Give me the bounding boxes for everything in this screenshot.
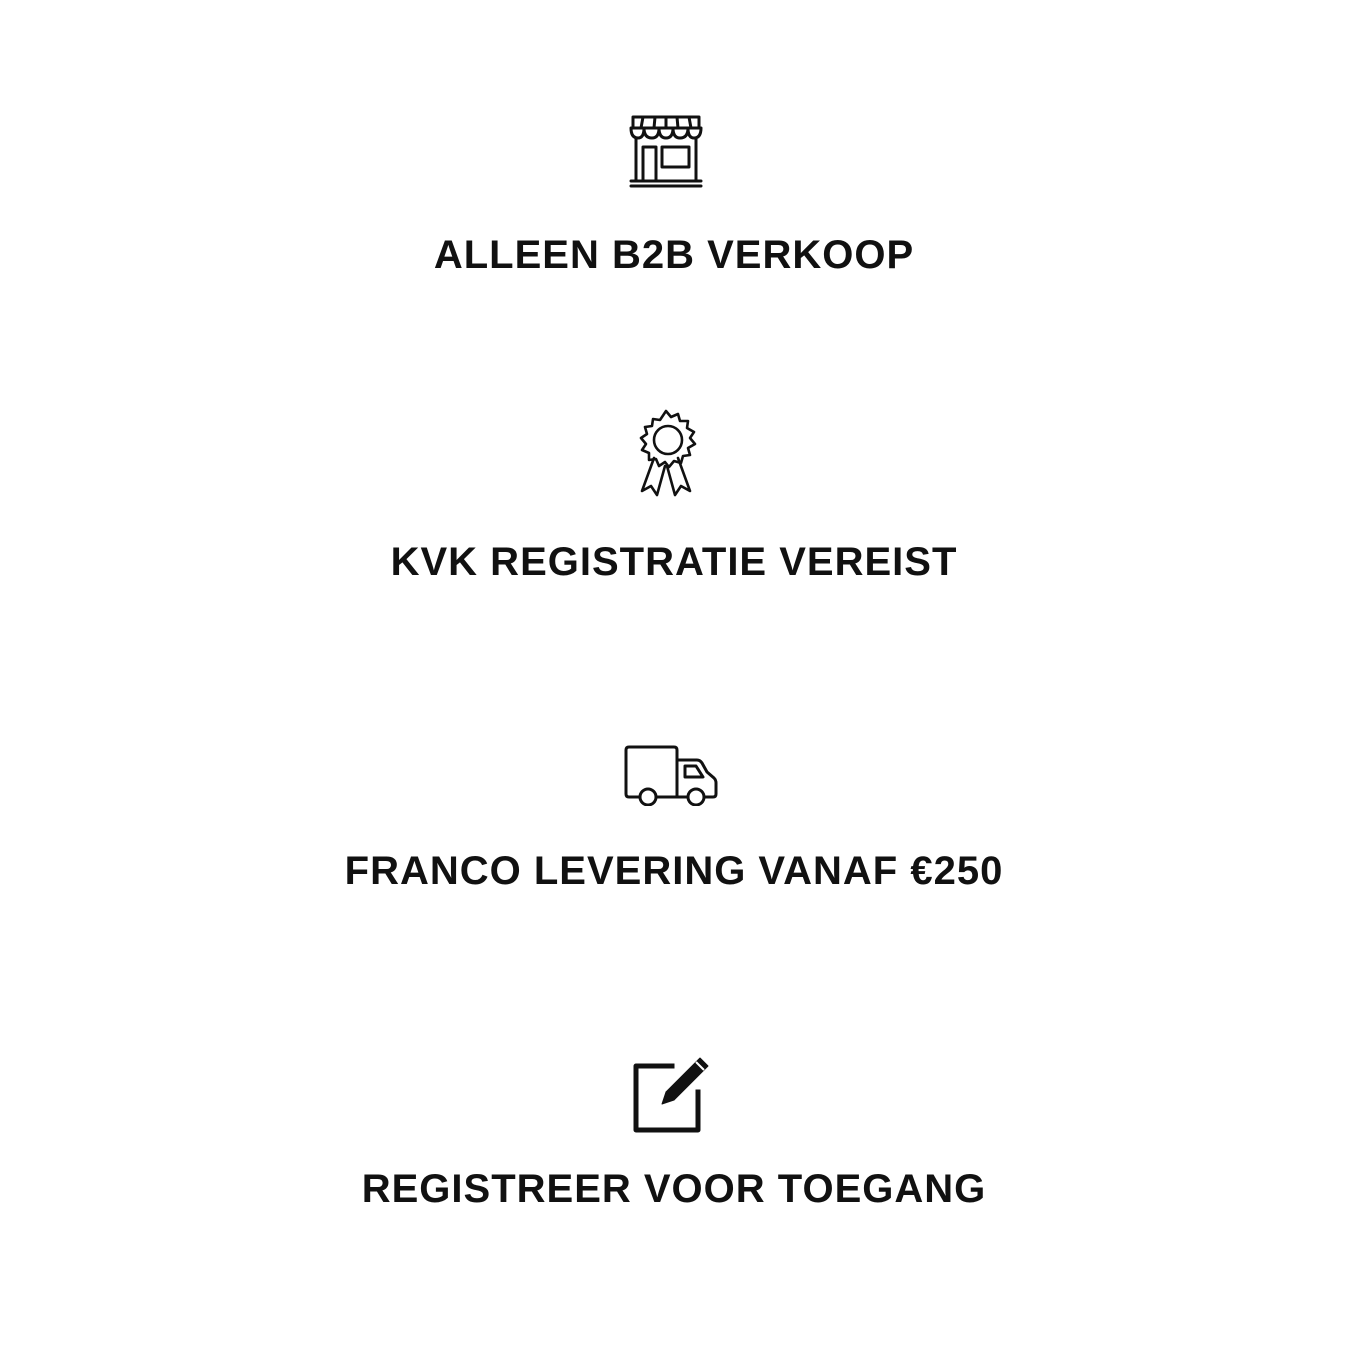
feature-delivery <box>0 650 1348 980</box>
award-ribbon-icon <box>632 408 700 498</box>
edit-pencil-icon[interactable] <box>628 1054 712 1136</box>
feature-register[interactable] <box>0 980 1348 1348</box>
feature-kvk <box>0 330 1348 650</box>
feature-b2b <box>0 0 1348 330</box>
feature-label: ALLEEN B2B VERKOOP <box>433 233 915 277</box>
storefront-icon <box>628 114 704 190</box>
register-link[interactable]: REGISTREER VOOR TOEGANG <box>361 1167 987 1211</box>
feature-label: FRANCO LEVERING VANAF €250 <box>344 849 1004 893</box>
delivery-truck-icon <box>622 742 720 806</box>
feature-label: KVK REGISTRATIE VEREIST <box>390 540 958 584</box>
